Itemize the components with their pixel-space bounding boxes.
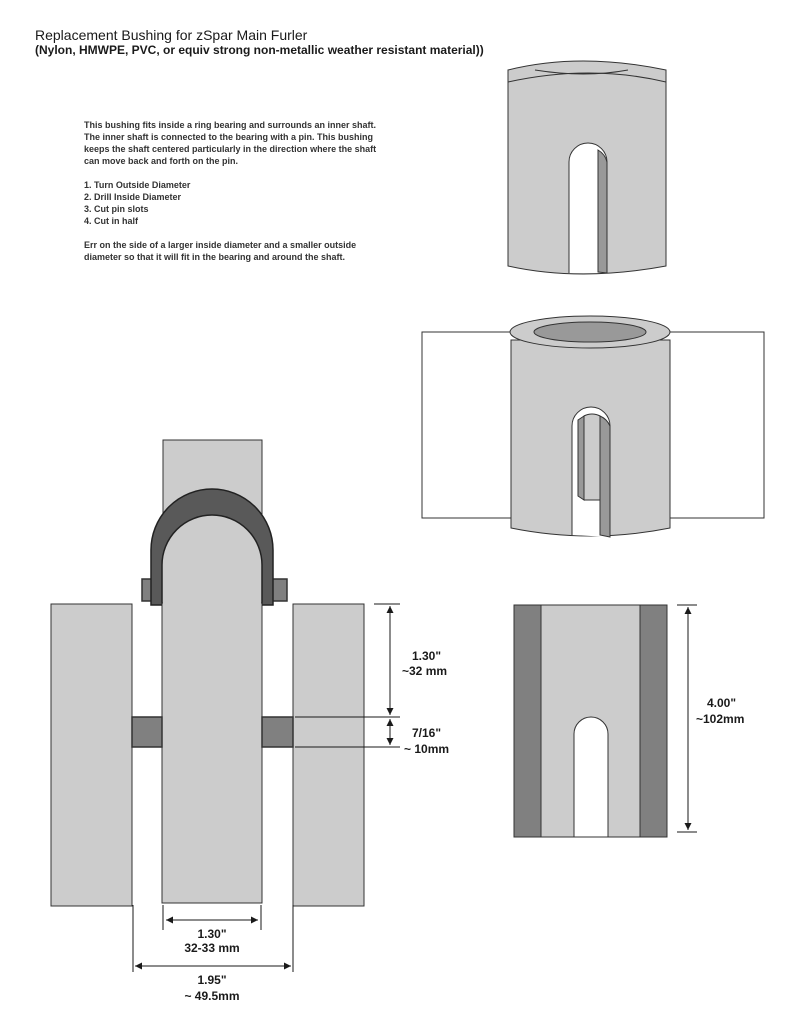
bushing-flat-view bbox=[514, 605, 697, 837]
pin-right bbox=[262, 717, 293, 747]
length-value: 4.00" bbox=[707, 696, 737, 710]
pin-width-value: 7/16" bbox=[412, 726, 442, 740]
shaft-diameter-value: 1.30" bbox=[197, 927, 227, 941]
step-item: 2. Drill Inside Diameter bbox=[84, 192, 182, 202]
assembly-cross-section bbox=[51, 440, 364, 906]
pin-left bbox=[132, 717, 162, 747]
shaft-body bbox=[162, 603, 262, 903]
material-subtitle: (Nylon, HMWPE, PVC, or equiv strong non-metallic weather resistant material)) bbox=[35, 43, 484, 57]
shaft-diameter-metric: 32-33 mm bbox=[184, 941, 240, 955]
step-item: 1. Turn Outside Diameter bbox=[84, 180, 191, 190]
step-item: 3. Cut pin slots bbox=[84, 204, 149, 214]
pin-width-metric: ~ 10mm bbox=[404, 742, 450, 756]
description-paragraph: This bushing fits inside a ring bearing and surrounds an inner shaft. The inner shaft is connected to the bearing with a pin. This bushing keeps the shaft centered particularly in the direction where the shaft can move back and forth on the pin. bbox=[84, 120, 377, 166]
bushing-half-3d bbox=[508, 61, 666, 274]
bearing-wall-left bbox=[51, 604, 132, 906]
bushing-in-bearing-3d bbox=[422, 316, 764, 537]
outer-diameter-metric: ~ 49.5mm bbox=[184, 989, 240, 1003]
pin-offset-value: 1.30" bbox=[412, 649, 442, 663]
length-metric: ~102mm bbox=[696, 712, 745, 726]
fit-note: Err on the side of a larger inside diameter and a smaller outside diameter so that it will fit in the bearing and around the shaft. bbox=[84, 240, 357, 262]
shaft-rounded-top bbox=[162, 515, 262, 605]
bushing-wall-right bbox=[640, 605, 667, 837]
step-item: 4. Cut in half bbox=[84, 216, 138, 226]
bearing-wall-right bbox=[293, 604, 364, 906]
bushing-wall-left bbox=[514, 605, 541, 837]
outer-diameter-value: 1.95" bbox=[197, 973, 227, 987]
pin-slot bbox=[574, 717, 608, 837]
pin-offset-metric: ~32 mm bbox=[402, 664, 448, 678]
page-title: Replacement Bushing for zSpar Main Furler bbox=[35, 27, 308, 43]
